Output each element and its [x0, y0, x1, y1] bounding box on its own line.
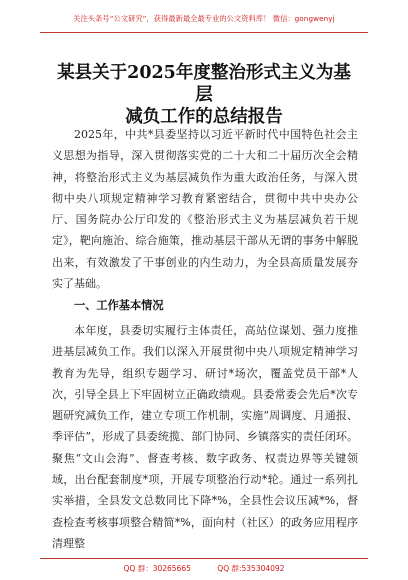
footer-banner — [0, 563, 408, 574]
section-body — [52, 320, 358, 554]
section-heading: 一、工作基本情况 — [74, 299, 164, 312]
title-line-2: 减负工作的总结报告 — [125, 107, 283, 127]
document-title — [52, 62, 356, 128]
qq-group-2: QQ 群:535304092 — [217, 564, 285, 573]
header-banner: 关注头条号“公文研究”，获得最新最全最专业的公文资料库！ 微信：gongwenyj — [73, 14, 335, 23]
intro-block — [52, 124, 358, 294]
qq-group-1: QQ 群：30265665 — [123, 564, 191, 573]
footer-divider — [40, 558, 368, 559]
section-paragraph: 本年度，县委切实履行主体责任，高站位谋划、强力度推进基层减负工作。我们以深入开展贯彻中央八项规定精神学习教育为先导，组织专题学习、研讨*场次，覆盖党员干部*人次，引导全县上下牢固树立正确政绩观。县委常委会先后*次专题研究减负工作，建立专项工作机制，实施“周调度、月通报、季评估”，形成了县委统揽、部门协同、乡镇落实的责任闭环。聚焦“文山会海”、督查考核、数字政务、权责边界等关键领域，出台配套制度*项，开展专项整治行动*轮。通过一系列扎实举措，全县发文总数同比下降*%，全县性会议压减*%，督查检查考核事项整合精简*%，面向村（社区）的政务应用程序清理整 — [52, 324, 358, 550]
header-divider — [40, 32, 368, 33]
intro-paragraph: 2025年，中共*县委坚持以习近平新时代中国特色社会主义思想为指导，深入贯彻落实党的二十大和二十届历次全会精神，将整治形式主义为基层减负作为重大政治任务，与深入贯彻中央八项规定精神学习教育紧密结合，贯彻中共中央办公厅、国务院办公厅印发的《整治形式主义为基层减负若干规定》，靶向施治、综合施策，推动基层干部从无谓的事务中解脱出来，有效激发了干事创业的内生动力，为全县高质量发展夯实了基础。 — [52, 128, 358, 291]
title-line-1: 某县关于2025年度整治形式主义为基层 — [57, 63, 351, 105]
